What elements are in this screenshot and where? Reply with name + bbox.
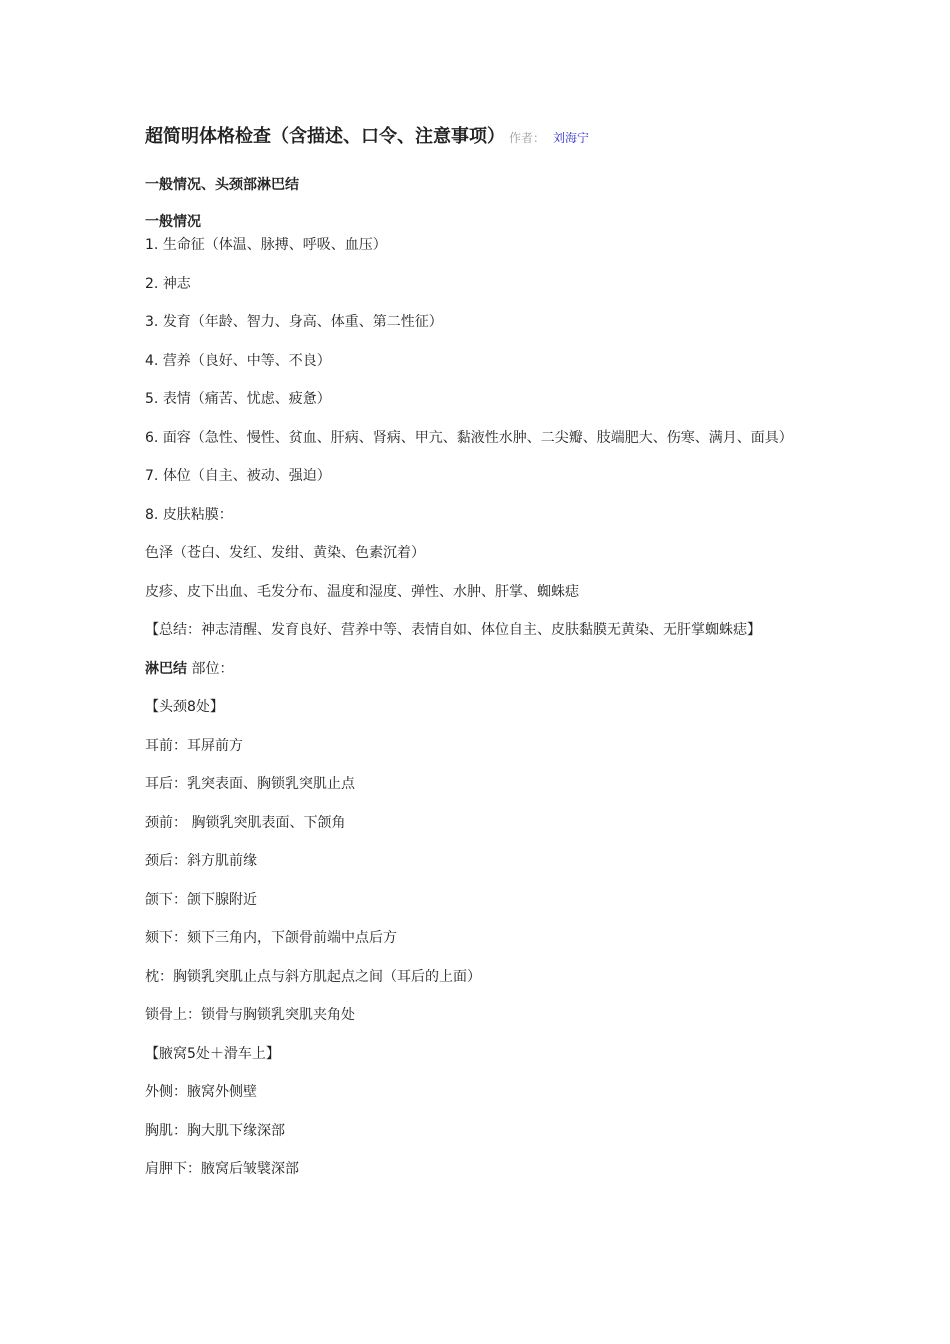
- item-number: 8.: [145, 506, 159, 523]
- group-count: 8: [187, 699, 196, 715]
- lymph-site: 颈前： 胸锁乳突肌表面、下颌角: [145, 814, 346, 831]
- lymph-site: 枕：胸锁乳突肌止点与斜方肌起点之间（耳后的上面）: [145, 968, 481, 985]
- item-text: 面容（急性、慢性、贫血、肝病、肾病、甲亢、黏液性水肿、二尖瓣、肢端肥大、伤寒、满月、面具）: [162, 429, 793, 446]
- group-bracket-open: 【腋窝: [145, 1045, 187, 1062]
- list-item: [145, 272, 810, 297]
- head-neck-group-heading: [145, 695, 810, 720]
- lymph-site: 颏下：颏下三角内，下颌骨前端中点后方: [145, 930, 397, 946]
- author-link[interactable]: 刘海宁: [553, 131, 590, 145]
- item-number: 6.: [145, 429, 159, 446]
- document-title: 超简明体格检查（含描述、口令、注意事项）: [145, 126, 505, 147]
- item-text: 表情（痛苦、忧虑、疲惫）: [162, 391, 331, 407]
- item-number: 2.: [145, 275, 159, 292]
- lymph-label: 淋巴结: [145, 660, 187, 677]
- list-item: [145, 349, 810, 374]
- sub-heading: 一般情况: [145, 214, 201, 230]
- group-bracket-close: 处＋滑车上】: [195, 1045, 280, 1062]
- lymph-site: 外侧：腋窝外侧壁: [145, 1084, 257, 1100]
- group-bracket-close: 处】: [195, 699, 224, 715]
- list-item: [145, 310, 810, 335]
- list-item: [145, 426, 810, 451]
- title-line: [145, 120, 810, 155]
- item-text: 皮肤粘膜：: [162, 506, 233, 523]
- list-item: [145, 387, 810, 412]
- list-item: [145, 233, 810, 258]
- item-text: 神志: [162, 275, 191, 292]
- skin-other-line: 皮疹、皮下出血、毛发分布、温度和湿度、弹性、水肿、肝掌、蜘蛛痣: [145, 583, 579, 600]
- item-number: 1.: [145, 237, 159, 253]
- item-number: 4.: [145, 352, 159, 369]
- axilla-group-heading: [145, 1042, 810, 1067]
- item-text: 营养（良好、中等、不良）: [162, 352, 331, 369]
- lymph-site: 锁骨上：锁骨与胸锁乳突肌夹角处: [145, 1007, 355, 1023]
- lymph-site: 胸肌：胸大肌下缘深部: [145, 1122, 285, 1139]
- item-number: 7.: [145, 468, 159, 484]
- item-number: 3.: [145, 314, 159, 330]
- lymph-site: 肩胛下：腋窝后皱襞深部: [145, 1161, 299, 1177]
- summary-line: 【总结：神志清醒、发育良好、营养中等、表情自如、体位自主、皮肤黏膜无黄染、无肝掌蜘蛛痣】: [145, 622, 761, 638]
- item-text: 生命征（体温、脉搏、呼吸、血压）: [162, 237, 387, 253]
- lymph-site: 颌下：颌下腺附近: [145, 891, 257, 908]
- item-number: 5.: [145, 391, 159, 407]
- item-text: 发育（年龄、智力、身高、体重、第二性征）: [162, 314, 443, 330]
- item-text: 体位（自主、被动、强迫）: [162, 468, 331, 484]
- list-item: [145, 503, 810, 528]
- list-item: [145, 464, 810, 489]
- group-count: 5: [187, 1045, 196, 1062]
- lymph-site: 耳前：耳屏前方: [145, 737, 243, 754]
- author-label: 作者：: [509, 131, 546, 145]
- document-page: [145, 120, 810, 1196]
- group-bracket-open: 【头颈: [145, 699, 187, 715]
- lymph-heading: [145, 657, 810, 682]
- lymph-site: 耳后：乳突表面、胸锁乳突肌止点: [145, 776, 355, 792]
- lymph-site: 颈后：斜方肌前缘: [145, 853, 257, 869]
- lymph-suffix: 部位：: [191, 660, 234, 677]
- skin-color-line: 色泽（苍白、发红、发绀、黄染、色素沉着）: [145, 545, 425, 561]
- section-heading: 一般情况、头颈部淋巴结: [145, 177, 299, 193]
